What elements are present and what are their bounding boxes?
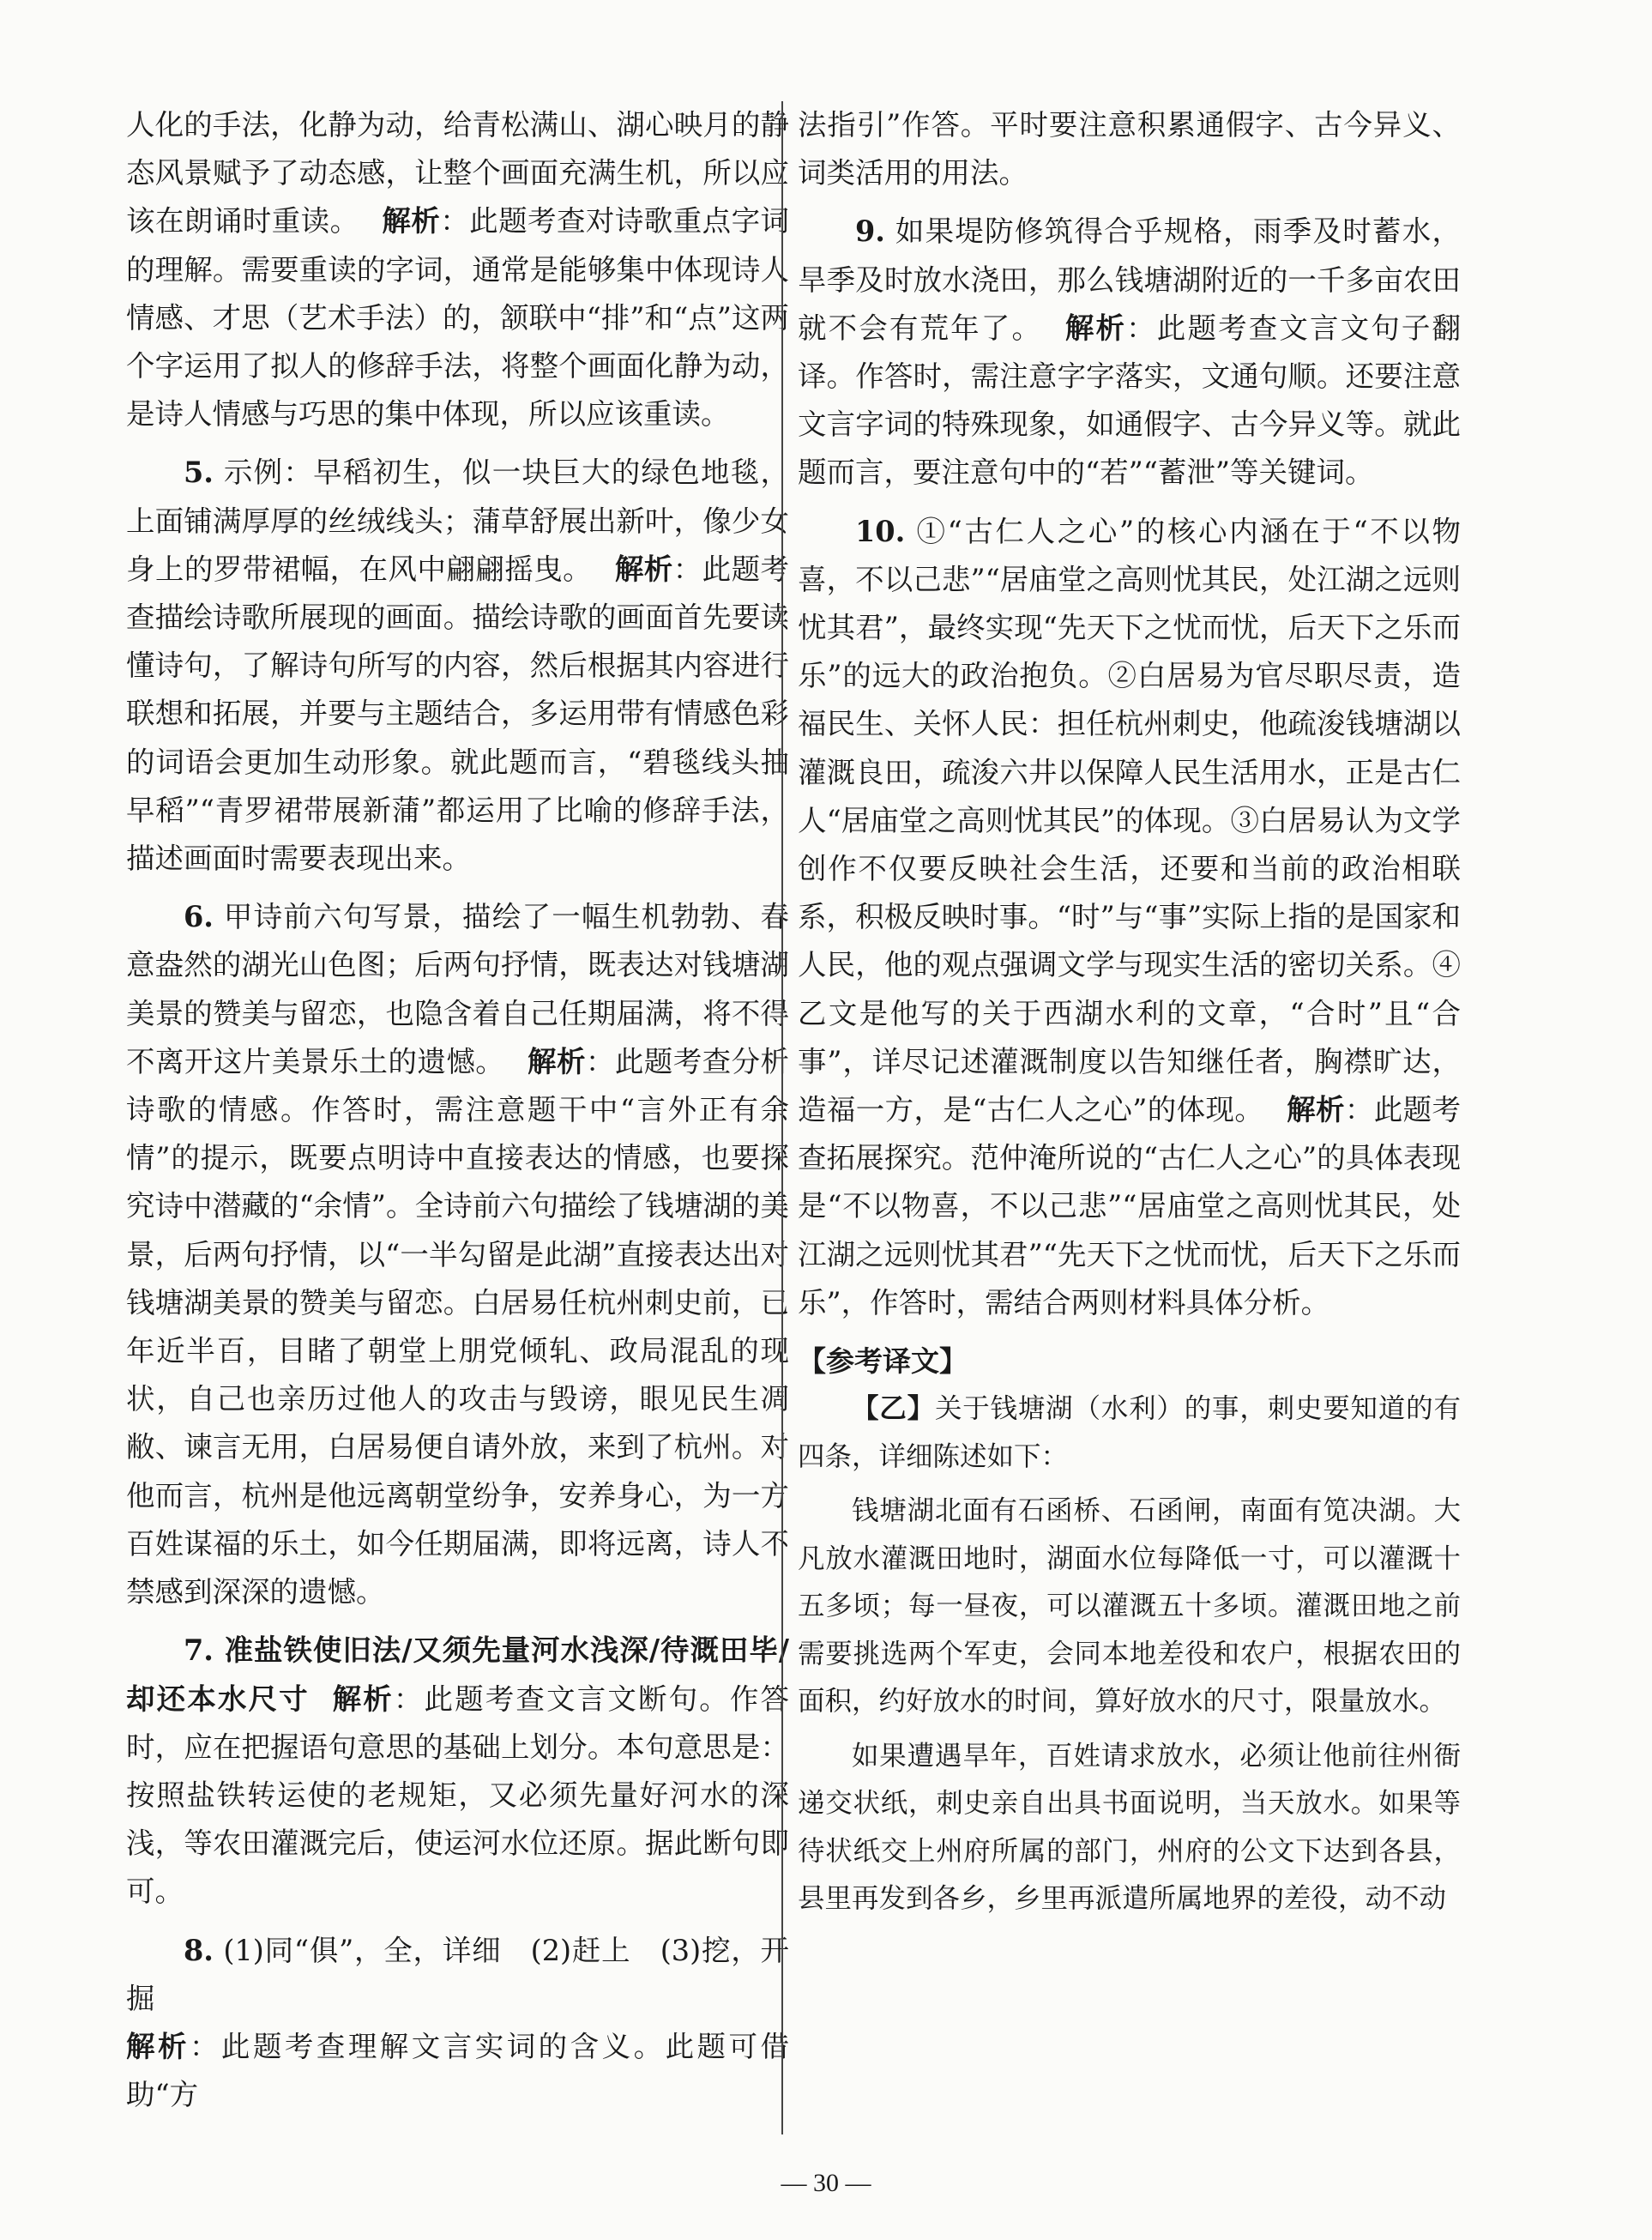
answer-6-analysis: ：此题考查分析诗歌的情感。作答时，需注意题干中“言外正有余情”的提示，既要点明诗中直接表达的情感，也要探究诗中潜藏的“余情”。全诗前六句描绘了钱塘湖的美景，后两句抒情，以“一半勾留是此湖”直接表达出对钱塘湖美景的赞美与留恋。白居易任杭州刺史前，已年近半百，目睹了朝堂上朋党倾轧、政局混乱的现状，自己也亲历过他人的攻击与毁谤，眼见民生凋敝、谏言无用，白居易便自请外放，来到了杭州。对他而言，杭州是他远离朝堂纷争，安养身心，为一方百姓谋福的乐土，如今任期届满，即将远离，诗人不禁感到深深的遗憾。 xyxy=(126,1044,789,1609)
answer-6-analysis-label: 解析 xyxy=(528,1044,586,1078)
answer-7 xyxy=(126,1627,789,1916)
answer-8-analysis-continued: 法指引”作答。平时要注意积累通假字、古今异义、词类活用的用法。 xyxy=(798,108,1461,190)
answer-9-analysis-label: 解析 xyxy=(1064,311,1127,345)
answer-9-number: 9. xyxy=(855,214,885,249)
translation-paragraph-1-text: 关于钱塘湖（水利）的事，刺史要知道的有四条，详细陈述如下： xyxy=(798,1393,1461,1472)
answer-8-number: 8. xyxy=(184,1933,214,1967)
answer-6-text: 甲诗前六句写景，描绘了一幅生机勃勃、春意盎然的湖光山色图；后两句抒情，既表达对钱塘湖美景的赞美与留恋，也隐含着自己任期届满，将不得不离开这片美景乐土的遗憾。 xyxy=(126,900,789,1078)
answer-9-text: 如果堤防修筑得合乎规格，雨季及时蓄水，旱季及时放水浇田，那么钱塘湖附近的一千多亩农田就不会有荒年了。 xyxy=(798,214,1461,345)
left-column xyxy=(126,101,789,2134)
answer-10-analysis-label: 解析 xyxy=(1287,1093,1345,1127)
answer-8-continued xyxy=(798,101,1461,197)
answer-5-analysis: ：此题考查描绘诗歌所展现的画面。描绘诗歌的画面首先要读懂诗句，了解诗句所写的内容，然后根据其内容进行联想和拓展，并要与主题结合，多运用带有情感色彩的词语会更加生动形象。就此题而言，“碧毯线头抽早稻”“青罗裙带展新蒲”都运用了比喻的修辞手法，描述画面时需要表现出来。 xyxy=(126,552,789,876)
translation-paragraph-2: 钱塘湖北面有石函桥、石函闸，南面有笕决湖。大凡放水灌溉田地时，湖面水位每降低一寸，可以灌溉十五多顷；每一昼夜，可以灌溉五十多顷。灌溉田地之前需要挑选两个军吏，会同本地差役和农户，根据农田的面积，约好放水的时间，算好放水的尺寸，限量放水。 xyxy=(798,1495,1461,1718)
answer-6-number: 6. xyxy=(184,900,214,934)
translation-paragraph-3: 如果遭遇旱年，百姓请求放水，必须让他前往州衙递交状纸，刺史亲自出具书面说明，当天放水。如果等待状纸交上州府所属的部门，州府的公文下达到各县，县里再发到各乡，乡里再派遣所属地界的差役，动不动 xyxy=(798,1740,1461,1915)
answer-10-text: ①“古仁人之心”的核心内涵在于“不以物喜，不以己悲”“居庙堂之高则忧其民，处江湖之远则忧其君”，最终实现“先天下之忧而忧，后天下之乐而乐”的远大的政治抱负。②白居易为官尽职尽责，造福民生、关怀人民：担任杭州刺史，他疏浚钱塘湖以灌溉良田，疏浚六井以保障人民生活用水，正是古仁人“居庙堂之高则忧其民”的体现。③白居易认为文学创作不仅要反映社会生活，还要和当前的政治相联系，积极反映时事。“时”与“事”实际上指的是国家和人民，他的观点强调文学与现实生活的密切关系。④乙文是他写的关于西湖水利的文章，“合时”且“合事”，详尽记述灌溉制度以告知继任者，胸襟旷达，造福一方，是“古仁人之心”的体现。 xyxy=(798,514,1461,1127)
answer-9-analysis: ：此题考查文言文句子翻译。作答时，需注意字字落实，文通句顺。还要注意文言字词的特殊现象，如通假字、古今异义等。就此题而言，要注意句中的“若”“蓄泄”等关键词。 xyxy=(798,311,1461,490)
answer-8-analysis-label: 解析 xyxy=(126,2029,190,2063)
answer-5-number: 5. xyxy=(184,456,214,490)
answer-4-text: 人化的手法，化静为动，给青松满山、湖心映月的静态风景赋予了动态感，让整个画面充满生机，所以应该在朗诵时重读。 xyxy=(126,108,789,238)
answer-8-text: (1)同“俱”，全，详细 (2)赶上 (3)挖，开掘 xyxy=(126,1933,789,2015)
answer-7-analysis-label: 解析 xyxy=(332,1682,394,1716)
answer-5 xyxy=(126,449,789,883)
answer-5-analysis-label: 解析 xyxy=(614,552,673,586)
answer-9 xyxy=(798,208,1461,497)
answer-10-number: 10. xyxy=(855,514,906,548)
reference-translation-heading: 【参考译文】 xyxy=(798,1344,968,1379)
answer-8-analysis: ：此题考查理解文言实词的含义。此题可借助“方 xyxy=(126,2029,789,2112)
column-divider xyxy=(781,101,783,2134)
answer-4-analysis: ：此题考查对诗歌重点字词的理解。需要重读的字词，通常是能够集中体现诗人情感、才思（艺术手法）的，颔联中“排”和“点”这两个字运用了拟人的修辞手法，将整个画面化静为动，是诗人情感与巧思的集中体现，所以应该重读。 xyxy=(126,204,789,432)
answer-10-analysis: ：此题考查拓展探究。范仲淹所说的“古仁人之心”的具体表现是“不以物喜，不以己悲”“居庙堂之高则忧其民，处江湖之远则忧其君”“先天下之忧而忧，后天下之乐而乐”，作答时，需结合两则材料具体分析。 xyxy=(798,1093,1461,1319)
answer-4-continued xyxy=(126,101,789,438)
translation-tag: 【乙】 xyxy=(852,1393,935,1425)
answer-8 xyxy=(126,1927,789,2120)
answer-6 xyxy=(126,893,789,1616)
right-column xyxy=(798,101,1461,2134)
answer-7-analysis: ：此题考查文言文断句。作答时，应在把握语句意思的基础上划分。本句意思是：按照盐铁转运使的老规矩，又必须先量好河水的深浅，等农田灌溉完后，使运河水位还原。据此断句即可。 xyxy=(126,1682,789,1909)
answer-4-analysis-label: 解析 xyxy=(382,204,441,238)
answer-7-text: 准盐铁使旧法/又须先量河水浅深/待溉田毕/却还本水尺寸 xyxy=(126,1633,789,1716)
answer-10 xyxy=(798,508,1461,1327)
answer-5-text: 示例：早稻初生，似一块巨大的绿色地毯，上面铺满厚厚的丝绒线头；蒲草舒展出新叶，像少女身上的罗带裙幅，在风中翩翩摇曳。 xyxy=(126,456,789,586)
page-number: — 30 — xyxy=(781,2169,871,2197)
answer-7-number: 7. xyxy=(184,1633,214,1668)
translation-paragraph-1 xyxy=(798,1386,1461,1481)
